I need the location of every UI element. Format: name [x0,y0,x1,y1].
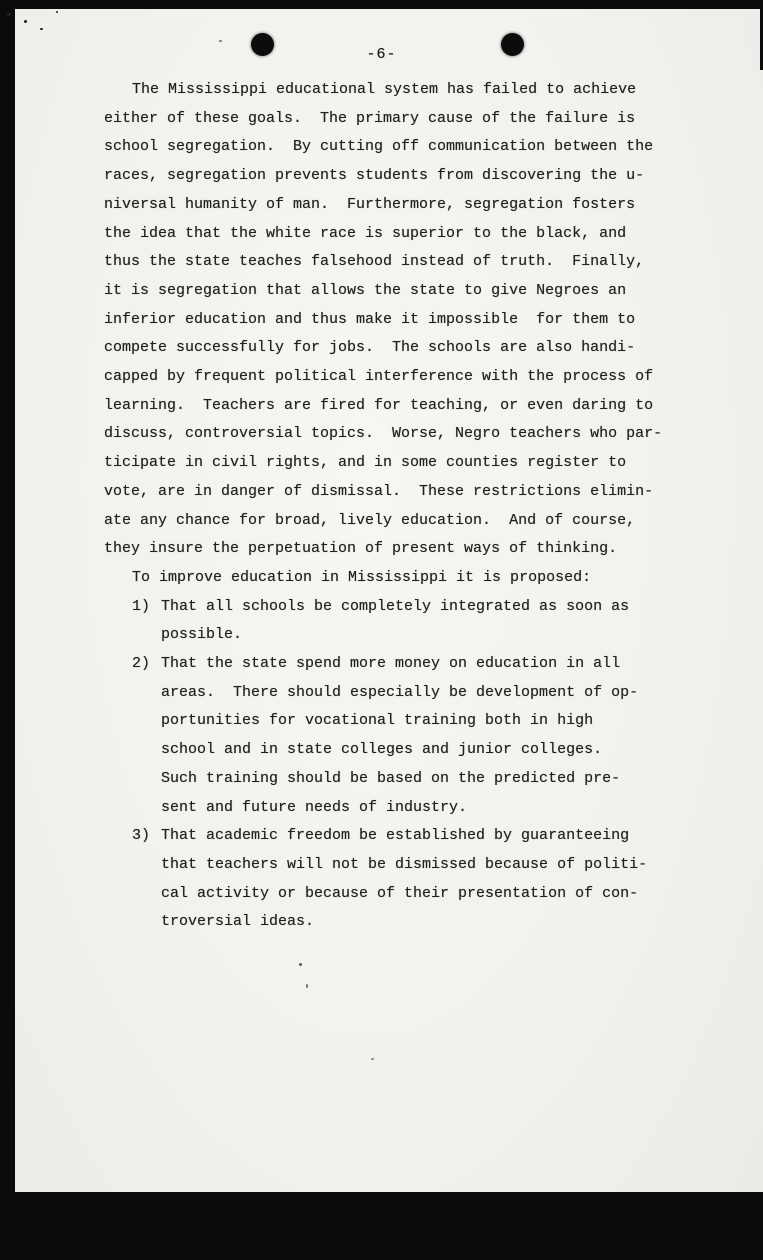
scan-speck [7,13,11,16]
text-line: school segregation. By cutting off communication between the [104,138,654,156]
document-body [104,76,684,937]
scan-speck [56,11,58,13]
text-line: compete successfully for jobs. The schools are also handi- [104,339,636,357]
text-line: sent and future needs of industry. [161,798,468,816]
list-marker-1: 1) [132,597,151,615]
list-marker-3: 3) [132,827,151,845]
text-line: they insure the perpetuation of present ways of thinking. [104,540,618,558]
text-line: learning. Teachers are fired for teaching, or even daring to [104,396,654,414]
list-item-2-text [161,650,684,822]
text-line: portunities for vocational training both in high [161,712,594,730]
text-line: Such training should be based on the predicted pre- [161,769,621,787]
scan-edge-left [0,0,15,1260]
scan-speck [306,984,308,988]
text-line: The Mississippi educational system has failed to achieve [132,81,637,98]
text-line: troversial ideas. [161,913,315,931]
text-line: areas. There should especially be development of op- [161,683,639,701]
text-line: niversal humanity of man. Furthermore, segregation fosters [104,195,636,213]
text-line: possible. [161,626,243,644]
text-line: it is segregation that allows the state to give Negroes an [104,281,627,299]
list-item-3 [132,822,684,937]
text-line: races, segregation prevents students from discovering the u- [104,167,645,185]
page-number: -6- [366,46,397,63]
text-line: that teachers will not be dismissed because of politi- [161,855,648,873]
text-line: the idea that the white race is superior to the black, and [104,224,627,242]
text-line: capped by frequent political interference with the process of [104,368,654,386]
text-line: inferior education and thus make it impossible for them to [104,310,636,328]
text-line: ate any chance for broad, lively education. And of course, [104,511,636,529]
scan-speck [40,28,43,30]
text-line: school and in state colleges and junior colleges. [161,741,603,759]
proposal-intro-line: To improve education in Mississippi it is proposed: [132,568,592,586]
text-line: That the state spend more money on education in all [161,655,621,673]
list-item-3-text [161,822,684,937]
list-marker-2: 2) [132,655,151,673]
scan-edge-bottom [0,1192,763,1260]
text-line: ticipate in civil rights, and in some counties register to [104,454,627,472]
scan-edge-top [0,0,763,9]
scan-speck [299,963,302,966]
text-line: That all schools be completely integrated as soon as [161,597,630,615]
text-line: either of these goals. The primary cause of the failure is [104,109,636,127]
text-line: discuss, controversial topics. Worse, Negro teachers who par- [104,425,663,443]
text-line: cal activity or because of their presentation of con- [161,884,639,902]
list-item-1 [132,593,684,650]
list-item-2 [132,650,684,822]
list-item-1-text [161,593,684,650]
text-line: thus the state teaches falsehood instead of truth. Finally, [104,253,645,271]
scan-speck [219,40,222,42]
scan-speck [24,20,27,23]
scan-speck [371,1058,374,1060]
text-line: That academic freedom be established by guaranteeing [161,827,630,845]
main-paragraph [104,76,684,564]
text-line: vote, are in danger of dismissal. These restrictions elimin- [104,482,654,500]
